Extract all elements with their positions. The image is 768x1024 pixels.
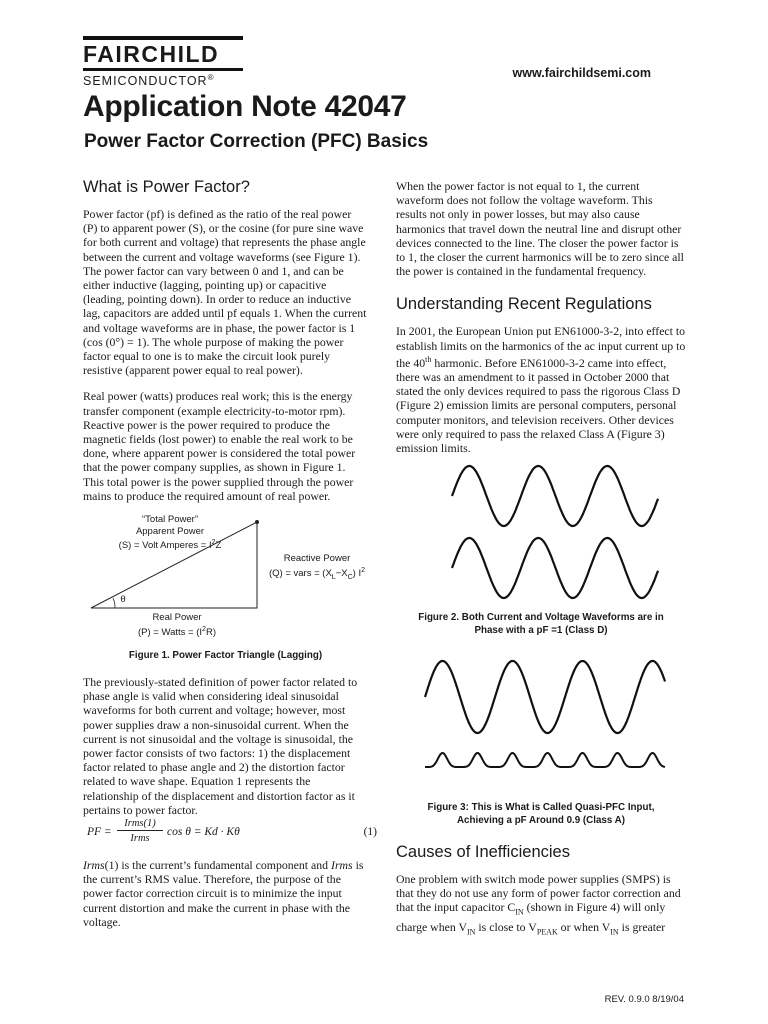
equation-denominator: Irms [130, 833, 150, 844]
figure3-waveforms [415, 655, 675, 785]
left-column-top [83, 177, 368, 515]
revision-footer: REV. 0.9.0 8/19/04 [604, 994, 684, 1005]
right-column-bottom [396, 842, 686, 952]
label-real-power: Real Power (P) = Watts = $(I^2R)$ [138, 612, 216, 638]
equation-1 [87, 818, 377, 852]
page-subtitle: Power Factor Correction (PFC) Basics [84, 131, 429, 152]
right-column-top [396, 179, 686, 467]
logo-mid-bar [83, 68, 243, 71]
website-url[interactable]: www.fairchildsemi.com [512, 66, 651, 80]
equation-lhs: PF = [87, 826, 112, 838]
paragraph-smps: One problem with switch mode power supplies (SMPS) is that they do not use any form of power factor correction and that the input capacitor $C_{IN}$ (shown in Figure 4) will only charge when $V_{IN}$ is close to $V_{PEAK}$ or when $V_{IN}$ is greater [396, 872, 681, 937]
left-column-mid [83, 675, 368, 829]
heading-what-is-power-factor: What is Power Factor? [83, 178, 250, 196]
equation-number: (1) [363, 826, 377, 838]
figure2-current-wave [452, 538, 658, 598]
paragraph-real-power: Real power (watts) produces real work; this is the energy transfer component (example electricity-to-motor rpm). Reactive power is the power required to produce the magnetic fields (lost power) to enable the real work to be done, where apparent power is considered the total power that the power company supplies, as shown in Figure 1. This total power is the power supplied through the power mains to produce the required amount of real power. [83, 389, 356, 503]
logo-wordmark: FAIRCHILD [83, 41, 220, 67]
figure3-voltage-wave [425, 661, 665, 733]
fairchild-logo [83, 36, 245, 88]
paragraph-en61000: In 2001, the European Union put EN61000-3-2, into effect to establish limits on the harmonics of the ac input current up to the 40th harmonic. Before EN61000-3-2 came into effect, there was an amendment to it passed in October 2000 that stated the only devices required to pass the rigorous Class D (Figure 2) emission limits are personal computers, personal computer monitors, and television receivers. Other devices were only required to pass the relaxed Class A (Figure 3) emission limits. [396, 324, 686, 455]
theta-arc [113, 598, 115, 608]
paragraph-nonsinusoidal: The previously-stated definition of power factor related to phase angle is valid when considering ideal sinusoidal waveforms for both current and voltage; however, most power supplies draw a non-sinusoidal current. When the current is not sinusoidal and the voltage is sinusoidal, the power factor consists of two factors: 1) the displacement factor related to phase angle and 2) the distortion factor related to wave shape. Equation 1 represents the relationship of the displacement and distortion factor as it pertains to power factor. [83, 675, 358, 817]
equation-numerator: Irms(1) [117, 818, 163, 831]
heading-recent-regulations: Understanding Recent Regulations [396, 295, 652, 314]
label-total-power: “Total Power” Apparent Power (S) = Volt Amperes = $I^2Z$ [118, 514, 222, 552]
figure1-caption: Figure 1. Power Factor Triangle (Lagging) [128, 650, 323, 661]
logo-top-bar [83, 36, 243, 40]
figure2-caption: Figure 2. Both Current and Voltage Waveforms are in Phase with a pF =1 (Class D) [418, 612, 664, 636]
heading-causes-of-inefficiencies: Causes of Inefficiencies [396, 843, 570, 861]
logo-subtitle: SEMICONDUCTOR® [83, 73, 215, 89]
paragraph-power-factor-definition: Power factor (pf) is defined as the ratio of the real power (P) to apparent power (S), or the cosine (for pure sine wave for both current and voltage) that represents the phase angle between the current and voltage waveforms (see Figure 1). The power factor can vary between 0 and 1, and can be either inductive (lagging, pointing up) or capacitive (leading, pointing down). In order to reduce an inductive lag, capacitors are added until pf equals 1. When the current and voltage waveforms are in phase, the power factor is 1 (cos (0°) = 1). The whole purpose of making the power factor equal to one is to make the circuit look purely resistive (apparent power equal to real power). [83, 207, 367, 378]
figure2-voltage-wave [452, 466, 658, 526]
figure2-waveforms [440, 458, 670, 608]
equation-rhs: cos θ = Kd · Kθ [167, 826, 240, 838]
triangle-apex-dot [255, 520, 259, 524]
figure3-pulsed-current-wave [425, 753, 665, 767]
left-column-bottom [83, 858, 368, 941]
page-title: Application Note 42047 [83, 90, 407, 123]
label-reactive-power: Reactive Power (Q) = vars = $(X_L-X_C)$ $I^2$ [268, 553, 366, 581]
paragraph-harmonics: When the power factor is not equal to 1, the current waveform does not follow the voltage waveform. This results not only in power losses, but may also cause harmonics that travel down the neutral line and disrupt other devices connected to the line. The closer the power factor is to 1, the closer the current harmonics will be to zero since all the power is contained in the fundamental frequency. [396, 179, 684, 279]
label-theta: θ [120, 594, 126, 605]
paragraph-irms: Irms(1) is the current’s fundamental component and Irms is the current’s RMS value. Therefore, the purpose of the power factor correction circuit is to minimize the input current distortion and make the current in phase with the voltage. [83, 858, 364, 929]
figure3-caption: Figure 3: This is What is Called Quasi-PFC Input, Achieving a pF Around 0.9 (Class A) [427, 802, 655, 826]
